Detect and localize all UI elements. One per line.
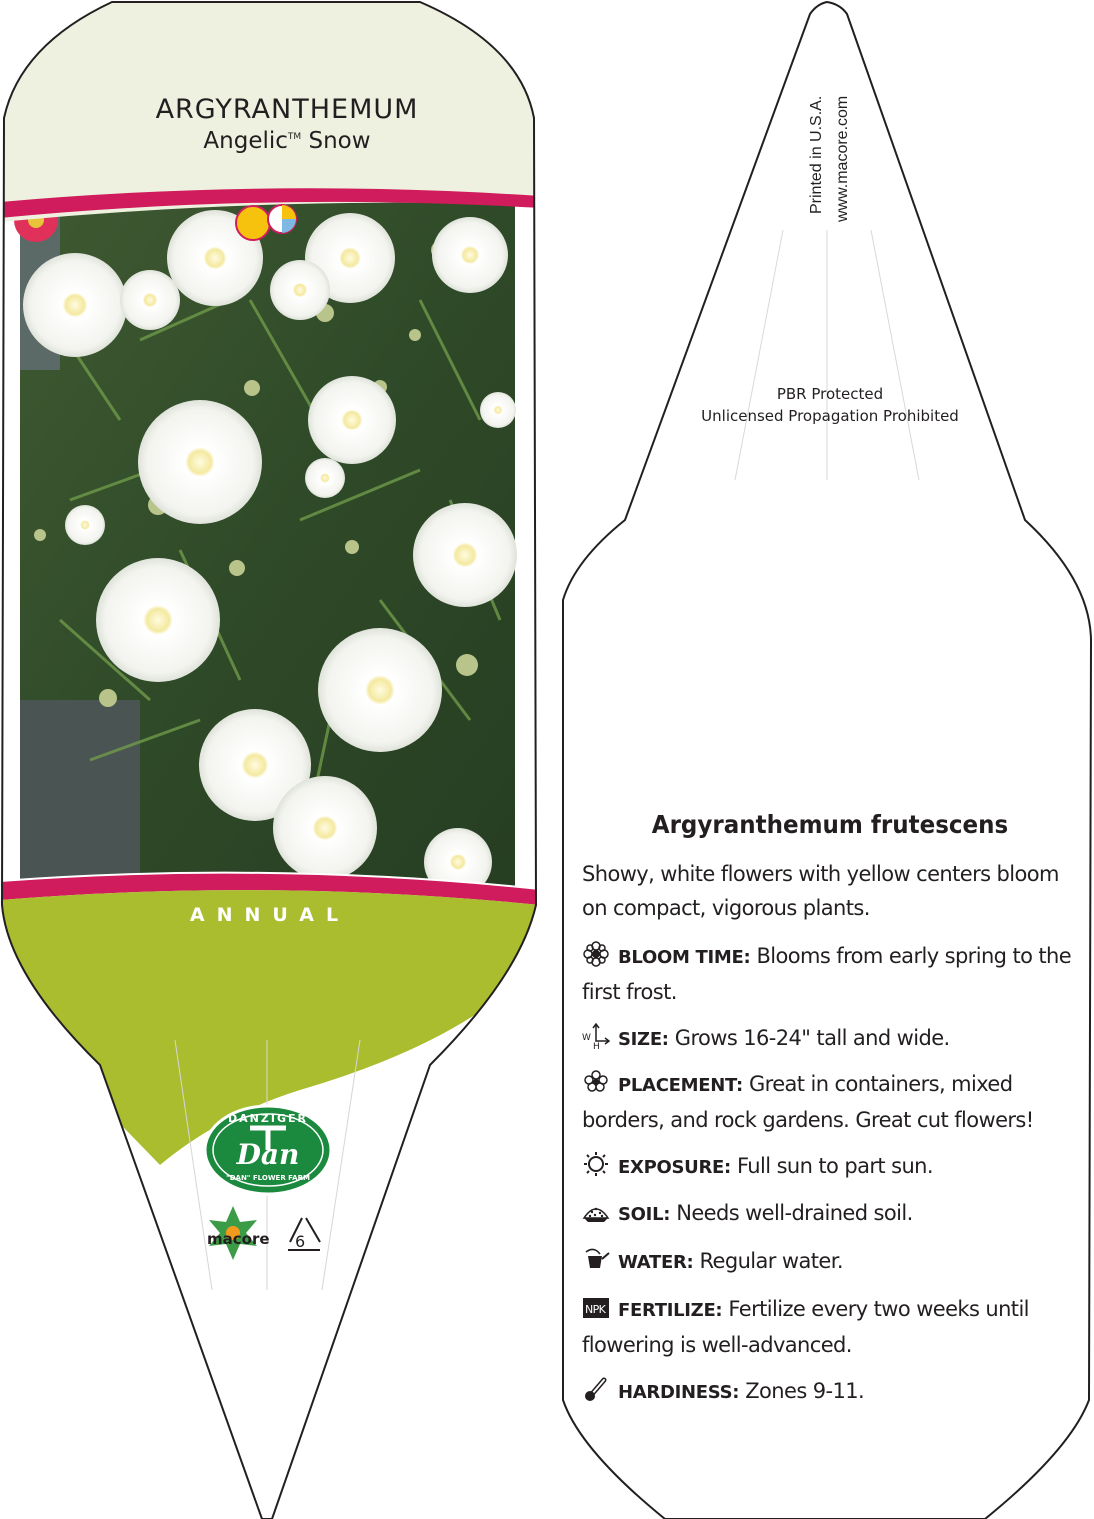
logo-bottom-text: "DAN" FLOWER FARM: [226, 1174, 310, 1182]
size-icon-h: H: [593, 1042, 600, 1049]
flower-icon: [582, 941, 610, 967]
front-tag: [0, 0, 540, 1519]
placement-icon: [582, 1069, 610, 1095]
soil-icon: [582, 1198, 610, 1224]
exposure-row: EXPOSURE: Full sun to part sun.: [582, 1149, 1087, 1185]
sun-icon: [582, 1151, 610, 1177]
fertilize-row: NPK FERTILIZE: Fertilize every two weeks until flowering is well-advanced.: [582, 1292, 1087, 1362]
macore-label: macore: [207, 1230, 270, 1248]
trademark-mark: TM: [287, 132, 302, 142]
soil-row: SOIL: Needs well-drained soil.: [582, 1196, 1087, 1232]
size-row: W H SIZE: Grows 16-24" tall and wide.: [582, 1021, 1087, 1057]
watering-can-icon: [582, 1246, 610, 1272]
website-url: www.macore.com: [834, 95, 851, 222]
pbr-protected: PBR Protected: [776, 385, 884, 403]
logo-script-text: Dan: [236, 1138, 300, 1171]
variety-name: Angelic™ Snow: [203, 128, 371, 154]
description: Showy, white flowers with yellow centers bloom on compact, vigorous plants.: [582, 862, 1059, 920]
hardiness-row: HARDINESS: Zones 9-11.: [582, 1374, 1087, 1410]
size-icon: [582, 1023, 610, 1049]
placement-row: PLACEMENT: Great in containers, mixed borders, and rock gardens. Great cut flowers!: [582, 1067, 1087, 1137]
genus-name: ARGYRANTHEMUM: [155, 94, 419, 125]
size-icon-w: W: [582, 1033, 591, 1043]
thermometer-icon: [582, 1376, 610, 1402]
recycle-code: 6: [295, 1232, 306, 1251]
pbr-prohibited: Unlicensed Propagation Prohibited: [701, 407, 959, 425]
bloom-time-row: BLOOM TIME: Blooms from early spring to the first frost.: [582, 939, 1087, 1009]
species-name: Argyranthemum frutescens: [651, 810, 1009, 839]
logo-top-text: DANZIGER: [228, 1112, 308, 1125]
npk-label: NPK: [585, 1303, 606, 1316]
printed-in-usa: Printed in U.S.A.: [808, 95, 825, 214]
npk-icon: [582, 1294, 610, 1320]
water-row: WATER: Regular water.: [582, 1244, 1087, 1280]
plant-photo: [14, 190, 517, 896]
category-label: ANNUAL: [189, 904, 351, 926]
